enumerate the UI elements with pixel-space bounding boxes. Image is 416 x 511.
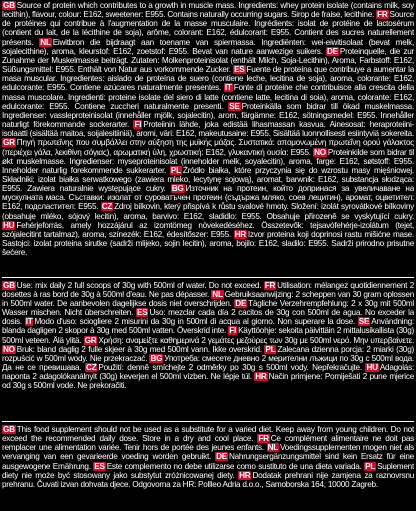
language-text: Voedingssupplementen mogen niet als vervanging van een gevarieerde voeding worden gebruikt. (2, 443, 414, 462)
warnings-section (2, 425, 414, 510)
language-code-badge: PL (170, 165, 181, 175)
language-code-badge: DE (327, 46, 338, 56)
language-code-badge: NL (267, 443, 279, 453)
language-text: Proteinkälla som bidrar till ökad muskelmassa. Ingredienser: vassleproteinisolat (innehåller mjölk, sojalecitin), arom, färgämne: E162, sötningsmedel: E955. Innehåller naturligt förekommande sockerarter. (2, 101, 414, 130)
language-text: Utilisation: mélangez quotidiennement 2 dosettes à ras bord de 30g à 500ml d'eau. Ne pas dépasser. (2, 280, 414, 299)
language-text: Dodatak prehrani nije zamjena za raznovrsnu prehranu. Čuvati izvan dohvata djece. Odgovorna za HR: Pollleo Adria d.o.o., Samoborska 164, 10000 Zagreb. (2, 470, 414, 489)
language-text: Este complemento no debe utilizarse como sustituto de una dieta variada. (106, 461, 362, 471)
language-text: Nahrungsergänzungsmittel sind kein Ersatz für eine ausgewogene Ernährung. (2, 452, 414, 471)
language-code-badge: GB (3, 1, 15, 10)
language-text: Ce complément alimentaire ne doit pas remplacer une alimentation variée. Tenir hors de portée des jeunes enfants. (2, 434, 414, 453)
language-text: Źródło białka, które przyczynia się do wzrostu masy mięśniowej. Składniki: izolat białka serwatkowego (zawiera mleko, lecytynę sojową), aromat, barwnik: E162, substancja słodząca: E955. Zawiera naturalnie występujące cukry. (2, 165, 414, 194)
usage-section (2, 281, 414, 420)
language-code-badge: CZ (85, 363, 97, 373)
language-code-badge: ES (234, 65, 245, 75)
language-text: Použití: denně smíchejte 2 odměrky po 30g s 500ml vody. Nepřekračujte. (98, 363, 362, 373)
language-text: Източник на протеин, който допринася за увеличаване на мускулната маса. Съставки: изолат от суроватъчен протеин (съдържа мляко, соев лецитин), аромат, оцветител: E162, подсластител: E955. (2, 184, 414, 212)
language-code-badge: BG (150, 353, 163, 363)
language-code-badge: SE (229, 101, 240, 111)
language-text: Χρήση: αναμείξτε καθημερινά 2 γεμάτες μεζούρες των 30g με 500ml νερό. Μην υπερβαίνετε. (98, 335, 414, 345)
language-text: Употреба: смесете дневно 2 мерителни лъжици по 30g с 500ml вода. Да не се превишава. (2, 353, 414, 373)
language-text: Fuente de proteína que contribuye a aumentar la masa muscular. Ingredientes: aislado de proteína de suero (contiene leche, lecitina de soja), aroma, colorante: E162, edulcorante: E955. Contiene azúcares naturalmente presentes. (2, 65, 414, 93)
ingredients-section (2, 1, 414, 276)
language-code-badge: HR (234, 229, 246, 239)
language-text: Proteiinin lähde, joka edistää lihasmassan kasvua. Ainesosat: heraproteiini-isolaatti (sisältää maitoa, soijalesitiiniä), aromi, väri: E162, makeutusaine: E955. Sisältää luonnollisesti esiintyviä sokereita. (2, 120, 414, 139)
language-text: Käyttöohje: sekoita päivittäin 2 mittalusikallista (30g) 500ml veteen. Älä ylitä. (2, 326, 414, 345)
language-text: Source of protein which contributes to a growth in muscle mass. Ingredients: whey protein isolate (contains milk, soy lecithin), flavour, colour: E162, sweetener: E955. Contains naturally occurring sugars. Sirop de fraise, lecithine. (2, 1, 414, 20)
language-code-badge: NL (40, 37, 51, 47)
language-text: Adagolás: naponta 2 adagolókanálnyit (30g) keverjen el 500ml vízben. Ne lépje túl. (2, 363, 414, 382)
language-text: Način primjene: Pomiješati 2 pune mjerice od 30g s 500ml vode. Ne prekoračiti. (2, 372, 414, 391)
language-code-badge: FR (377, 10, 388, 20)
language-code-badge: IT (25, 317, 33, 327)
language-code-badge: BG (171, 184, 184, 194)
language-code-badge: HR (239, 470, 251, 480)
language-text: Πηγή πρωτεΐνης που συμβάλλει στην αύξηση της μυϊκής μάζας. Συστατικά: απομονωμένη πρωτεΐνη ορού γάλακτος (περιέχει γάλα, λεκιθίνη σόγιας), αρωματική ύλη, χρωστική: E162, γλυκαντική ουσία: E955. (2, 138, 414, 157)
language-text: Use: mix daily 2 full scoops of 30g with 500ml of water. Do not exceed. (16, 280, 262, 290)
language-text: Source de protéines qui contribue à l'augmentation de la masse musculaire. Ingrédients: isolat de protéine de lactosérum (contient du lait, de la lécithine de soja), arôme, colorant: E162, édulcorant: E955. Contient des sucres naturellement présents. (2, 10, 414, 47)
language-code-badge: GB (3, 280, 15, 290)
language-text: Uso: mezclar cada día 2 cacitos de 30g con 500ml de agua. No exceder la dosis. (2, 308, 414, 327)
section-divider (2, 277, 414, 278)
language-code-badge: ES (137, 308, 148, 318)
language-text: Tägliche Verzehrempfehlung: 2 x 30g mit 500ml Wasser mischen. Nicht überschreiten. (2, 299, 414, 318)
language-code-badge: SE (358, 317, 370, 327)
language-text: Zdroj bílkovin, který přispívá k růstu svalové hmoty. Složení: izolát syrovátkové bílkoviny (obsahuje mléko, sójový lecitin), aroma, barvivo: E162, sladidlo: E955. Obsahuje přirozeně se vyskytující cukry. (2, 202, 414, 221)
language-text: Eiwitbron die bijdraagt aan toename van spiermassa. Ingrediënten: wei-eiwitisolaat (bevat melk, sojalecithine), aroma, kleurstof: E162, zoetstof: E955. Bevat van nature aanwezige suikers. (2, 37, 414, 56)
language-code-badge: HU (3, 220, 15, 230)
language-code-badge: FI (134, 120, 142, 130)
language-code-badge: NO (3, 344, 15, 354)
language-code-badge: GR (3, 138, 15, 148)
language-text: Zalecana dzienna porcja: 2 miarki (30g) rozpuścić w 500ml wody. Nie przekraczać. (2, 344, 414, 363)
section-divider (2, 421, 414, 422)
language-text: Izvor proteina koji doprinosi rastu mišićne mase. Sastojci: izolat proteina sirutke (sadrži mlijeko, sojin lecitin), aroma, bojilo: E162, sladilo: E955. Sadrži prirodno prisutne šećere. (2, 229, 414, 258)
language-code-badge: FI (229, 326, 237, 336)
language-code-badge: PL (265, 344, 276, 354)
language-code-badge: NL (212, 289, 223, 299)
language-text: Suplement diety nie może być stosowany jako substytut zróżnicowanej diety. (2, 461, 414, 480)
language-code-badge: FR (264, 280, 276, 290)
language-code-badge: NO (314, 147, 326, 157)
language-code-badge: PL (365, 461, 376, 471)
language-text: Bruk: bland daglig 2 fulle skjeer à 30g med 500ml vann. Ikke overskrid. (16, 344, 262, 354)
language-code-badge: FR (258, 434, 269, 444)
language-code-badge: CZ (101, 202, 113, 212)
language-code-badge: ES (94, 461, 105, 471)
language-code-badge: IT (224, 83, 232, 93)
language-text: Användning: blanda dagligen 2 skopor à 30g med 500ml vatten. Överskrid inte. (2, 317, 414, 336)
language-text: This food supplement should not be used as a substitute for a varied diet. Keep away from young children. Do not exceed the recommended daily dose. Store in a dry and cool place. (2, 425, 414, 444)
language-code-badge: HU (366, 363, 378, 373)
language-text: Fonte di proteine che contribuisce alla crescita della massa muscolare. Ingredienti: proteine isolate del siero di latte (contiene latte, lecitina di soia), aroma, colorante: E162, edulcorante: E955. Contiene zuccheri naturalmente presenti. (2, 83, 414, 111)
language-code-badge: DE (235, 299, 247, 308)
language-code-badge: DE (216, 452, 227, 462)
language-text: Proteinkilde som bidrar til økt muskelmasse. Ingredienser: myseproteinisolat (inneholder melk, soyalecitin), aroma, farge: E162, søtstoff: E955. Inneholder naturlig forekommende sukkerarter. (2, 147, 414, 175)
language-code-badge: HR (255, 372, 267, 382)
language-text: Modo d'uso: sciogliere 2 misurini da 30g in 500ml di acqua al giorno. Non superare la dose. (34, 317, 355, 327)
language-text: Gebruiksaanwijzing: 2 scheppen van 30 gram oplossen in 500ml water. De aanbevolen dagelijkse dosis niet overschrijden. (2, 289, 414, 308)
language-text: Proteinquelle, die zur Zunahme der Muskelmasse beiträgt. Zutaten: Molkenproteinisolat (enthält Milch, Soja-Lecithin), Aroma, Farbstoff: E162, Süßungsmittel: E955. Enthält von Natur aus vorkommende Zucker. (2, 46, 414, 75)
language-code-badge: GB (3, 425, 15, 434)
language-text: Fehérjeforrás, amely hozzájárul az izomtömeg növekedéséhez. Összetevők: tejsavófehérje-izolátum (tejet, szójalecitint tartalmaz), aroma, színezék: E162, édesítőszer: E955. (2, 220, 414, 239)
language-code-badge: GR (84, 335, 97, 345)
